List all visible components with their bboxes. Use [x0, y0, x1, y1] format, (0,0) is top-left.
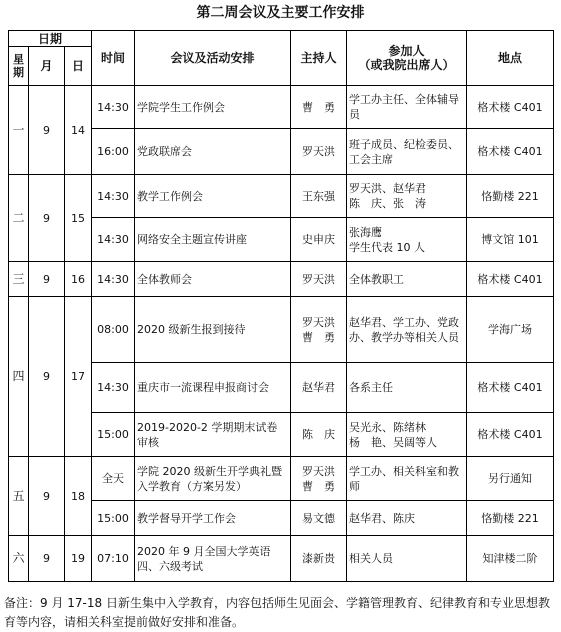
table-row: [9, 86, 554, 129]
page-title: 第二周会议及主要工作安排: [196, 5, 365, 21]
event-cell: 2019-2020-2 学期期末试卷审核: [135, 413, 291, 457]
header-time: 时间: [92, 31, 135, 86]
attendees-cell: 班子成员、纪检委员、工会主席: [347, 129, 467, 175]
event-cell: 2020 年 9 月全国大学英语四、六级考试: [135, 536, 291, 582]
week-cell: 一: [9, 86, 29, 175]
attendees-cell: 罗天洪、赵华君 陈 庆、张 涛: [347, 175, 467, 218]
month-cell: 9: [29, 536, 65, 582]
place-cell: 格术楼 C401: [467, 413, 554, 457]
month-cell: 9: [29, 175, 65, 262]
table-row: [9, 536, 554, 582]
host-cell: 罗天洪 曹 勇: [291, 457, 347, 501]
schedule-table: [8, 30, 554, 582]
header-event: 会议及活动安排: [135, 31, 291, 86]
header-week: 星期: [9, 47, 29, 86]
day-cell: 16: [65, 262, 92, 297]
place-cell: 格术楼 C401: [467, 262, 554, 297]
header-date: 日期: [9, 31, 92, 47]
place-cell: 恪勤楼 221: [467, 501, 554, 536]
time-cell: 16:00: [92, 129, 135, 175]
place-cell: 恪勤楼 221: [467, 175, 554, 218]
time-cell: 15:00: [92, 413, 135, 457]
event-cell: 党政联席会: [135, 129, 291, 175]
header-month: 月: [29, 47, 65, 86]
host-cell: 史申庆: [291, 218, 347, 262]
month-cell: 9: [29, 297, 65, 457]
host-cell: 赵华君: [291, 363, 347, 413]
event-cell: 全体教师会: [135, 262, 291, 297]
attendees-cell: 张海鹰 学生代表 10 人: [347, 218, 467, 262]
host-cell: 易文德: [291, 501, 347, 536]
week-cell: 六: [9, 536, 29, 582]
week-cell: 四: [9, 297, 29, 457]
day-cell: 19: [65, 536, 92, 582]
header-attendees: 参加人 （或我院出席人）: [347, 31, 467, 86]
attendees-cell: 吴光永、陈绪林 杨 艳、吴阔等人: [347, 413, 467, 457]
place-cell: 博文馆 101: [467, 218, 554, 262]
host-cell: 罗天洪 曹 勇: [291, 297, 347, 363]
place-cell: 另行通知: [467, 457, 554, 501]
time-cell: 14:30: [92, 262, 135, 297]
month-cell: 9: [29, 457, 65, 536]
event-cell: 2020 级新生报到接待: [135, 297, 291, 363]
week-cell: 五: [9, 457, 29, 536]
place-cell: 知津楼二阶: [467, 536, 554, 582]
attendees-cell: 赵华君、陈庆: [347, 501, 467, 536]
event-cell: 教学工作例会: [135, 175, 291, 218]
day-cell: 14: [65, 86, 92, 175]
time-cell: 14:30: [92, 175, 135, 218]
host-cell: 罗天洪: [291, 129, 347, 175]
event-cell: 学院学生工作例会: [135, 86, 291, 129]
time-cell: 14:30: [92, 86, 135, 129]
week-cell: 二: [9, 175, 29, 262]
time-cell: 14:30: [92, 218, 135, 262]
event-cell: 网络安全主题宣传讲座: [135, 218, 291, 262]
day-cell: 15: [65, 175, 92, 262]
attendees-cell: 学工办主任、全体辅导员: [347, 86, 467, 129]
header-place: 地点: [467, 31, 554, 86]
host-cell: 漆新贵: [291, 536, 347, 582]
event-cell: 学院 2020 级新生开学典礼暨入学教育（方案另发）: [135, 457, 291, 501]
attendees-cell: 全体教职工: [347, 262, 467, 297]
table-row: [9, 175, 554, 218]
table-row: [9, 262, 554, 297]
day-cell: 18: [65, 457, 92, 536]
month-cell: 9: [29, 86, 65, 175]
place-cell: 格术楼 C401: [467, 129, 554, 175]
attendees-cell: 赵华君、学工办、党政办、教学办等相关人员: [347, 297, 467, 363]
place-cell: 格术楼 C401: [467, 86, 554, 129]
attendees-cell: 学工办、相关科室和教师: [347, 457, 467, 501]
header-host: 主持人: [291, 31, 347, 86]
footnote: 备注：9 月 17-18 日新生集中入学教育，内容包括师生见面会、学籍管理教育、纪律教育和专业思想教育等内容，请相关科室提前做好安排和准备。: [4, 596, 550, 629]
header-day: 日: [65, 47, 92, 86]
table-row: [9, 457, 554, 501]
time-cell: 07:10: [92, 536, 135, 582]
event-cell: 教学督导开学工作会: [135, 501, 291, 536]
host-cell: 曹 勇: [291, 86, 347, 129]
time-cell: 08:00: [92, 297, 135, 363]
day-cell: 17: [65, 297, 92, 457]
host-cell: 王东强: [291, 175, 347, 218]
time-cell: 全天: [92, 457, 135, 501]
attendees-cell: 相关人员: [347, 536, 467, 582]
place-cell: 格术楼 C401: [467, 363, 554, 413]
time-cell: 15:00: [92, 501, 135, 536]
place-cell: 学海广场: [467, 297, 554, 363]
host-cell: 陈 庆: [291, 413, 347, 457]
attendees-cell: 各系主任: [347, 363, 467, 413]
table-row: [9, 297, 554, 363]
host-cell: 罗天洪: [291, 262, 347, 297]
event-cell: 重庆市一流课程申报商讨会: [135, 363, 291, 413]
time-cell: 14:30: [92, 363, 135, 413]
week-cell: 三: [9, 262, 29, 297]
month-cell: 9: [29, 262, 65, 297]
